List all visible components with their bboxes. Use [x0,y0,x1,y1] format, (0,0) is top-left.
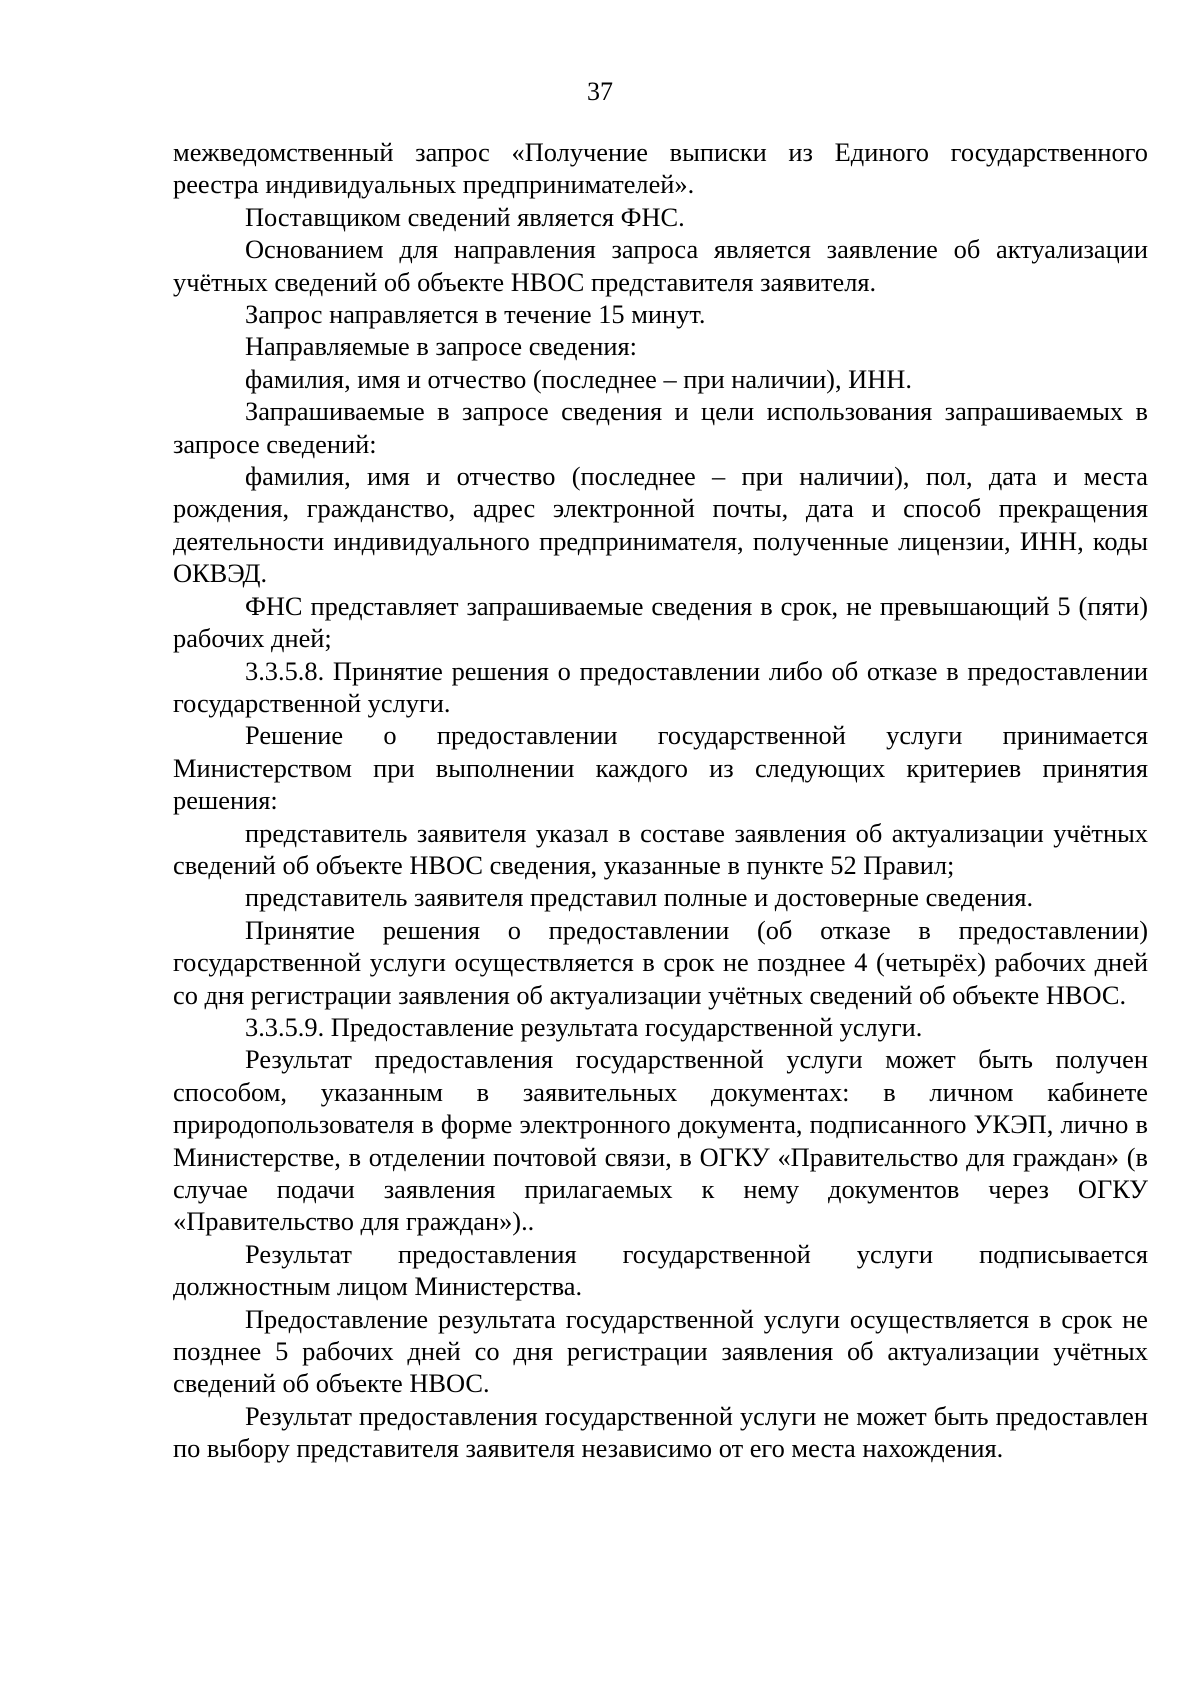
paragraph-result-location: Результат предоставления государственной услуги не может быть предоставлен по выбору представителя заявителя независимо от его места нахождения. [173,1400,1148,1464]
paragraph-section-3-3-5-9: 3.3.5.9. Предоставление результата государственной услуги. [245,1011,923,1042]
paragraph-interagency-request: межведомственный запрос «Получение выписки из Единого государственного реестра индивидуальных предпринимателей». [173,137,1148,200]
paragraph-sent-data-heading: Направляемые в запросе сведения: [245,331,637,362]
paragraph-requested-data-heading: Запрашиваемые в запросе сведения и цели использования запрашиваемых в запросе сведений: [173,396,1148,459]
paragraph-decision-criteria: Решение о предоставлении государственной услуги принимается Министерством при выполнении каждого из следующих критериев принятия решения: [173,720,1148,816]
paragraph-request-time: Запрос направляется в течение 15 минут. [245,299,706,330]
paragraph-sent-data: фамилия, имя и отчество (последнее – при наличии), ИНН. [245,363,912,394]
paragraph-criterion-1: представитель заявителя указал в составе заявления об актуализации учётных сведений об объекте НВОС сведения, указанные в пункте 52 Правил; [173,817,1148,880]
paragraph-result-deadline: Предоставление результата государственной услуги осуществляется в срок не позднее 5 рабочих дней со дня регистрации заявления об актуализации учётных сведений об объекте НВОС. [173,1303,1148,1399]
paragraph-decision-deadline: Принятие решения о предоставлении (об отказе в предоставлении) государственной услуги осуществляется в срок не позднее 4 (четырёх) рабочих дней со дня регистрации заявления об актуализации учётных сведений об объекте НВОС. [173,914,1148,1010]
page-number: 37 [587,77,613,106]
document-body [173,136,1148,1465]
paragraph-supplier: Поставщиком сведений является ФНС. [245,201,685,232]
paragraph-fns-deadline: ФНС представляет запрашиваемые сведения в срок, не превышающий 5 (пяти) рабочих дней; [173,590,1148,654]
paragraph-criterion-2: представитель заявителя представил полные и достоверные сведения. [245,882,1034,913]
paragraph-section-3-3-5-8: 3.3.5.8. Принятие решения о предоставлении либо об отказе в предоставлении государственной услуги. [173,655,1148,718]
paragraph-requested-data: фамилия, имя и отчество (последнее – при наличии), пол, дата и места рождения, гражданство, адрес электронной почты, дата и способ прекращения деятельности индивидуального предпринимателя, полученные лицензии, ИНН, коды ОКВЭД. [173,461,1148,589]
paragraph-request-basis: Основанием для направления запроса является заявление об актуализации учётных сведений об объекте НВОС представителя заявителя. [173,234,1148,297]
paragraph-result-signature: Результат предоставления государственной услуги подписывается должностным лицом Министерства. [173,1238,1148,1302]
paragraph-result-methods: Результат предоставления государственной услуги может быть получен способом, указанным в заявительных документах: в личном кабинете природопользователя в форме электронного документа, подписанного УКЭП, лично в Министерстве, в отделении почтовой связи, в ОГКУ «Правительство для граждан» (в случае подачи заявления прилагаемых к нему документов через ОГКУ «Правительство для граждан»).. [173,1044,1148,1237]
